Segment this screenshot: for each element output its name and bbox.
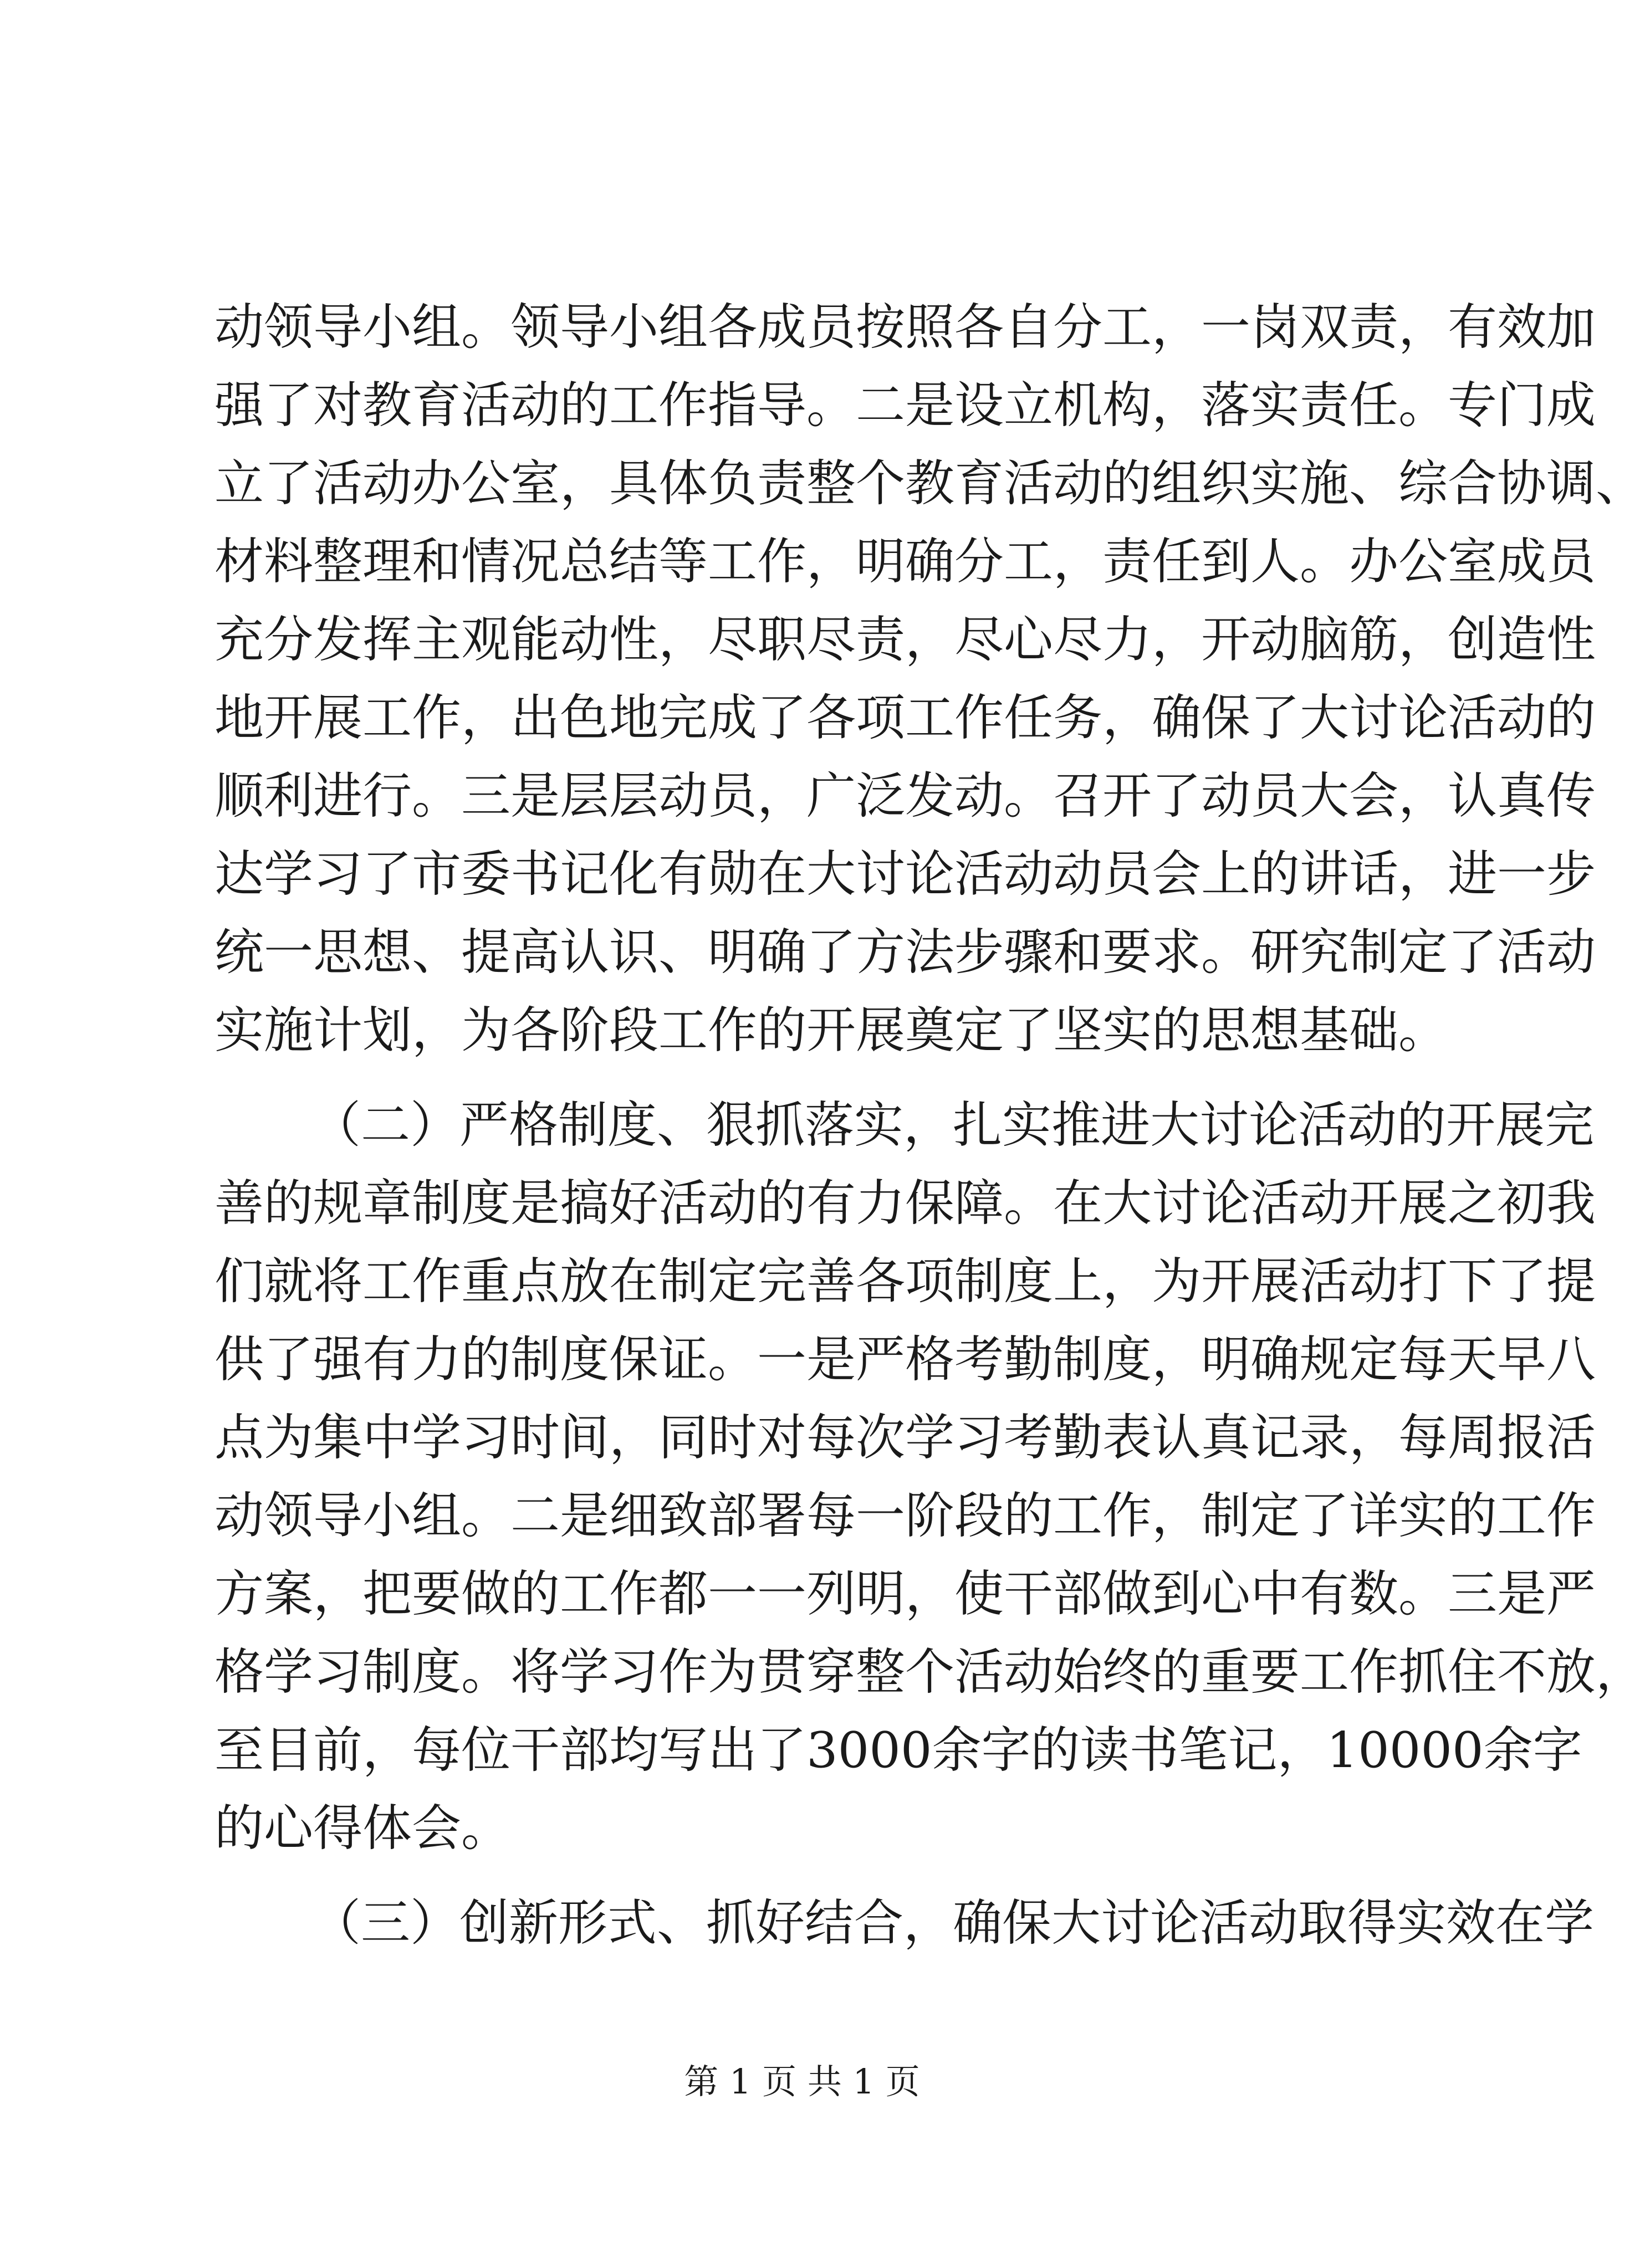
- text-line: 善 的 规 章 制 度 是 搞 好 活 动 的 有 力 保 障 。 在 大 讨 论 活 动 开 展 之 初 我: [214, 1174, 1596, 1232]
- text-line: 强 了 对 教 育 活 动 的 工 作 指 导 。 二 是 设 立 机 构 ， 落 实 责 任 。 专 门 成: [214, 376, 1596, 434]
- text-line: 顺 利 进 行 。 三 是 层 层 动 员 ， 广 泛 发 动 。 召 开 了 动 员 大 会 ， 认 真 传: [214, 767, 1596, 825]
- text-line: 格 学 习 制 度 。 将 学 习 作 为 贯 穿 整 个 活 动 始 终 的 重 要 工 作 抓 住 不 放 ，: [214, 1643, 1645, 1701]
- text-line: 的心得体会。: [214, 1799, 510, 1857]
- text-line: 立 了 活 动 办 公 室 ， 具 体 负 责 整 个 教 育 活 动 的 组 织 实 施 、 综 合 协 调 、: [214, 454, 1645, 512]
- text-line: 供 了 强 有 力 的 制 度 保 证 。 一 是 严 格 考 勤 制 度 ， 明 确 规 定 每 天 早 八: [214, 1330, 1596, 1388]
- text-line: 地 开 展 工 作 ， 出 色 地 完 成 了 各 项 工 作 任 务 ， 确 保 了 大 讨 论 活 动 的: [214, 689, 1596, 746]
- section-heading-line: （ 二 ） 严 格 制 度 、 狠 抓 落 实 ， 扎 实 推 进 大 讨 论 活 动 的 开 展 完: [311, 1096, 1594, 1154]
- text-line: 充 分 发 挥 主 观 能 动 性 ， 尽 职 尽 责 ， 尽 心 尽 力 ， 开 动 脑 筋 ， 创 造 性: [214, 611, 1596, 668]
- text-line: 动 领 导 小 组 。 二 是 细 致 部 署 每 一 阶 段 的 工 作 ， 制 定 了 详 实 的 工 作: [214, 1487, 1596, 1544]
- text-line: 达 学 习 了 市 委 书 记 化 有 勋 在 大 讨 论 活 动 动 员 会 上 的 讲 话 ， 进 一 步: [214, 845, 1596, 903]
- text-line: 动 领 导 小 组 。 领 导 小 组 各 成 员 按 照 各 自 分 工 ， 一 岗 双 责 ， 有 效 加: [214, 298, 1596, 356]
- text-line: 实施计划，为各阶段工作的开展奠定了坚实的思想基础。: [214, 1001, 1448, 1059]
- text-line: 统 一 思 想 、 提 高 认 识 、 明 确 了 方 法 步 骤 和 要 求 。 研 究 制 定 了 活 动: [214, 923, 1596, 981]
- page-footer: 第 1 页 共 1 页: [684, 2061, 920, 2102]
- text-line: 们 就 将 工 作 重 点 放 在 制 定 完 善 各 项 制 度 上 ， 为 开 展 活 动 打 下 了 提: [214, 1252, 1596, 1310]
- text-line: 点 为 集 中 学 习 时 间 ， 同 时 对 每 次 学 习 考 勤 表 认 真 记 录 ， 每 周 报 活: [214, 1409, 1596, 1466]
- text-line: 材 料 整 理 和 情 况 总 结 等 工 作 ， 明 确 分 工 ， 责 任 到 人 。 办 公 室 成 员: [214, 533, 1596, 590]
- text-line: 方 案 ， 把 要 做 的 工 作 都 一 一 列 明 ， 使 干 部 做 到 心 中 有 数 。 三 是 严: [214, 1565, 1596, 1622]
- section-heading-line: （ 三 ） 创 新 形 式 、 抓 好 结 合 ， 确 保 大 讨 论 活 动 取 得 实 效 在 学: [311, 1894, 1594, 1952]
- text-line: 至 目 前 ， 每 位 干 部 均 写 出 了 3 0 0 0 余 字 的 读 书 笔 记 ， 1 0 0 0 0 余 字: [214, 1721, 1582, 1779]
